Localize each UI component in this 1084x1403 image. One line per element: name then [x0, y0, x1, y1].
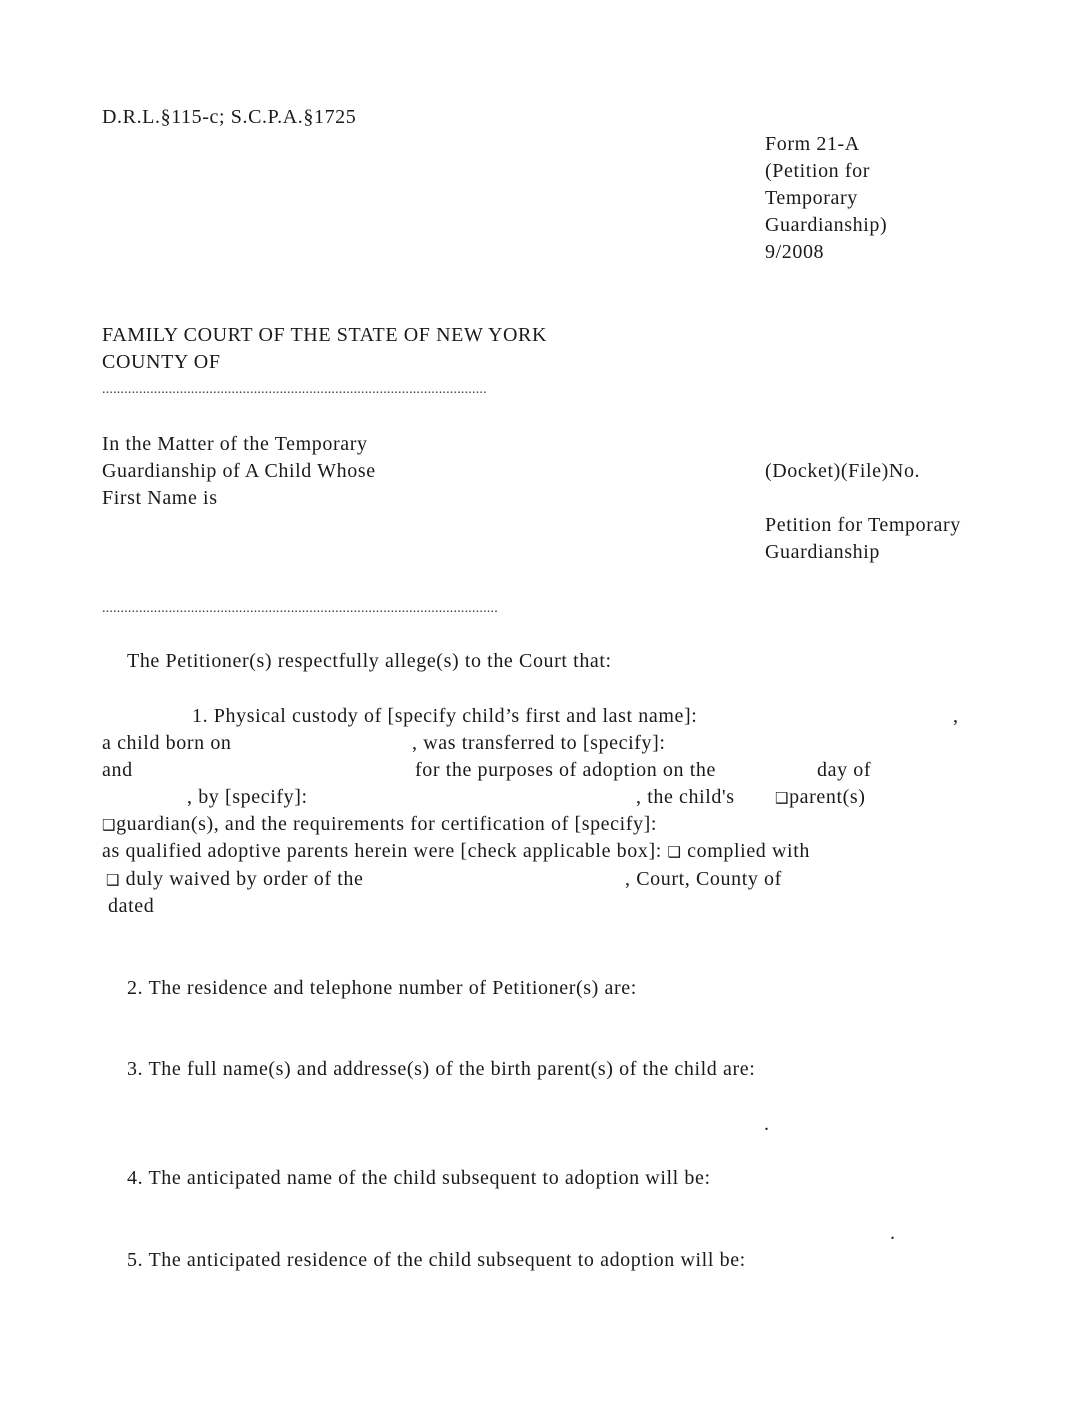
parent-checkbox[interactable]: ❑ — [775, 789, 790, 807]
form-title-line-1: (Petition for — [765, 160, 871, 182]
p3-period: . — [764, 1113, 770, 1135]
p1-by-specify: , by [specify]: — [187, 786, 308, 808]
form-title-line-3: Guardianship) — [765, 214, 888, 236]
p2-residence-phone: 2. The residence and telephone number of Petitioner(s) are: — [127, 977, 637, 999]
matter-line-2: Guardianship of A Child Whose — [102, 460, 376, 482]
p1-transferred-to: , was transferred to [specify]: — [412, 732, 666, 754]
p5-anticipated-residence: 5. The anticipated residence of the child subsequent to adoption will be: — [127, 1249, 746, 1271]
parent-label: parent(s) — [789, 786, 866, 808]
court-county-of: , Court, County of — [625, 868, 782, 890]
p4-period: . — [890, 1222, 896, 1244]
p1-purposes: for the purposes of adoption on the — [415, 759, 716, 781]
p1-dated: dated — [108, 895, 155, 917]
matter-line-3: First Name is — [102, 487, 218, 509]
p4-anticipated-name: 4. The anticipated name of the child subsequent to adoption will be: — [127, 1167, 711, 1189]
document-title-line-1: Petition for Temporary — [765, 514, 961, 536]
guardian-requirements-text: guardian(s), and the requirements for certification of [specify]: — [116, 813, 658, 835]
matter-line-1: In the Matter of the Temporary — [102, 433, 368, 455]
statute-citation: D.R.L.§115-c; S.C.P.A.§1725 — [102, 106, 357, 128]
p1-and: and — [102, 759, 133, 781]
complied-label: complied with — [687, 840, 810, 862]
form-title-line-2: Temporary — [765, 187, 858, 209]
guardian-option — [102, 811, 657, 839]
petition-intro: The Petitioner(s) respectfully allege(s) to the Court that: — [127, 650, 612, 672]
qualified-text: as qualified adoptive parents herein were [check applicable box]: — [102, 840, 662, 862]
document-title-line-2: Guardianship — [765, 541, 880, 563]
county-label: COUNTY OF — [102, 351, 221, 373]
caption-dotted-line: ........................................................................................................... — [102, 602, 498, 616]
p1-comma: , — [953, 705, 959, 727]
qualified-line — [102, 838, 810, 866]
complied-checkbox[interactable]: ❑ — [667, 843, 682, 861]
waived-option — [106, 866, 363, 894]
docket-file-number: (Docket)(File)No. — [765, 460, 921, 482]
county-dotted-line: ........................................................................................................ — [102, 383, 487, 397]
p1-custody-text: 1. Physical custody of [specify child’s first and last name]: — [192, 705, 698, 727]
parent-option — [775, 784, 866, 812]
court-name: FAMILY COURT OF THE STATE OF NEW YORK — [102, 324, 548, 346]
guardian-checkbox[interactable]: ❑ — [102, 816, 117, 834]
p1-born-on: a child born on — [102, 732, 232, 754]
waived-checkbox[interactable]: ❑ — [106, 871, 121, 889]
form-date: 9/2008 — [765, 241, 825, 263]
p1-childs: , the child's — [636, 786, 735, 808]
form-number: Form 21-A — [765, 133, 860, 155]
p1-day-of: day of — [817, 759, 872, 781]
waived-label: duly waived by order of the — [125, 868, 364, 890]
p3-birth-parents: 3. The full name(s) and addresse(s) of the birth parent(s) of the child are: — [127, 1058, 756, 1080]
